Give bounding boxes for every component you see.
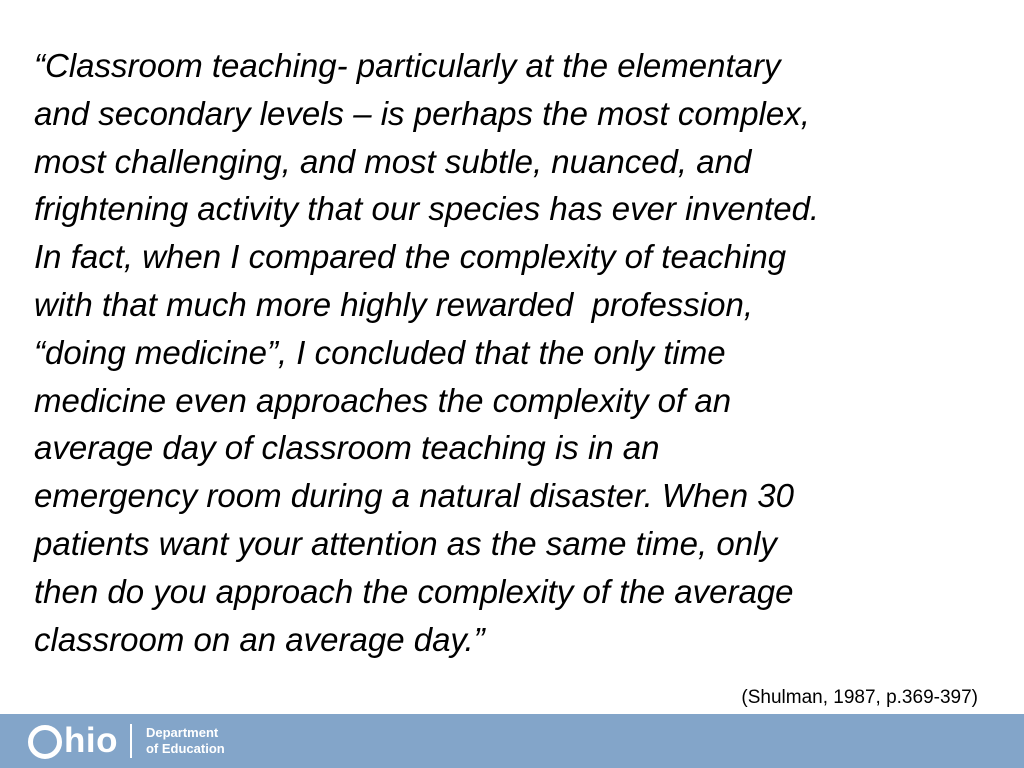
quote-line: In fact, when I compared the complexity of teaching	[34, 238, 787, 276]
quote-line: “doing medicine”, I concluded that the only time	[34, 333, 726, 371]
quote-line: average day of classroom teaching is in an	[34, 429, 660, 467]
quote-line: most challenging, and most subtle, nuanced, and	[34, 142, 752, 180]
department-label	[146, 725, 225, 757]
quote-text	[34, 42, 999, 663]
ohio-wordmark	[28, 721, 118, 761]
department-line-2: of Education	[145, 741, 225, 756]
ohio-dept-education-logo	[28, 718, 225, 764]
quote-line: “Classroom teaching- particularly at the elementary	[34, 47, 781, 84]
quote-line: with that much more highly rewarded profession,	[34, 285, 754, 323]
quote-line: classroom on an average day.”	[34, 620, 485, 658]
ohio-o-circle-icon	[28, 725, 62, 759]
quote-line: emergency room during a natural disaster. When 30	[34, 477, 794, 515]
quote-line: and secondary levels – is perhaps the most complex,	[34, 94, 810, 132]
department-line-1: Department	[145, 725, 219, 740]
quote-line: medicine even approaches the complexity of an	[34, 381, 732, 419]
citation: (Shulman, 1987, p.369-397)	[741, 687, 978, 708]
quote-line: then do you approach the complexity of the average	[34, 572, 794, 610]
ohio-wordmark-rest: hio	[64, 721, 118, 760]
logo-divider	[130, 724, 132, 758]
quote-line: patients want your attention as the same time, only	[34, 524, 777, 562]
quote-line: frightening activity that our species has ever invented.	[34, 190, 820, 228]
